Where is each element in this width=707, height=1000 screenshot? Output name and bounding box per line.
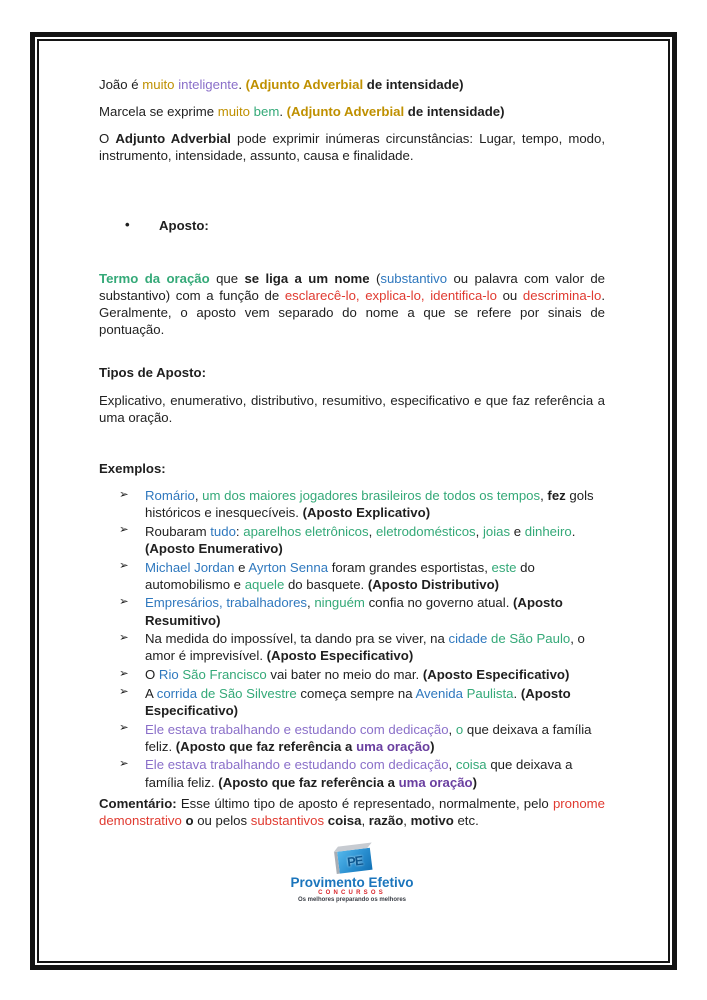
sentence-marcela: Marcela se exprime muito bem. (Adjunto Adverbial de intensidade) [99, 104, 505, 120]
heading-tipos-de-aposto: Tipos de Aposto: [99, 365, 206, 381]
arrow-bullet-icon: ➢ [119, 667, 129, 680]
arrow-bullet-icon: ➢ [119, 560, 129, 573]
logo-icon-letters: PE [346, 852, 364, 870]
example-aposto-especificativo-2: ➢ O Rio São Francisco vai bater no meio do mar. (Aposto Especificativo) [119, 667, 570, 683]
logo-brand-text: Provimento Efetivo [290, 875, 414, 890]
example-aposto-resumitivo: ➢ Empresários, trabalhadores, ninguém confia no governo atual. (Aposto Resumitivo) [119, 595, 563, 628]
arrow-bullet-icon: ➢ [119, 488, 129, 501]
example-aposto-especificativo-3: ➢ A corrida de São Silvestre começa sempre na Avenida Paulista. (Aposto Especificativo) [119, 685, 571, 718]
logo-tagline-text: Os melhores preparando os melhores [297, 897, 407, 903]
logo-subtitle-text: CONCURSOS [318, 890, 386, 896]
example-aposto-explicativo: ➢ Romário, um dos maiores jogadores brasileiros de todos os tempos, fez gols históricos e inesquecíveis. (Aposto Explicativo) [119, 488, 594, 521]
arrow-bullet-icon: ➢ [119, 595, 129, 608]
logo-pe-cube-icon [331, 843, 372, 874]
arrow-bullet-icon: ➢ [119, 686, 129, 699]
example-aposto-distributivo: ➢ Michael Jordan e Ayrton Senna foram grandes esportistas, este do automobilismo e aquele do basquete. (Aposto Distributivo) [119, 559, 535, 592]
page-border-frame [30, 32, 677, 970]
sentence-joao: João é muito inteligente. (Adjunto Adverbial de intensidade) [99, 77, 464, 92]
arrow-bullet-icon: ➢ [119, 757, 129, 770]
page-inner-frame [37, 39, 670, 963]
cube-front-face [334, 848, 372, 874]
example-aposto-oracao-2: ➢ Ele estava trabalhando e estudando com dedicação, coisa que deixava a família feliz. (Aposto que faz referência a uma oração) [119, 757, 573, 790]
heading-exemplos: Exemplos: [99, 460, 166, 476]
bullet-aposto: • Aposto: [125, 216, 209, 233]
arrow-bullet-icon: ➢ [119, 631, 129, 644]
document-content [99, 76, 605, 829]
para-tipos-lista: Explicativo, enumerativo, distributivo, resumitivo, especificativo e que faz referência a uma oração. [99, 392, 605, 425]
para-comentario: Comentário: Esse último tipo de aposto é representado, normalmente, pelo pronome demonstrativo o ou pelos substantivos coisa, razão, motivo etc. [99, 795, 605, 828]
example-aposto-oracao-1: ➢ Ele estava trabalhando e estudando com dedicação, o que deixava a família feliz. (Aposto que faz referência a uma oração) [119, 721, 592, 754]
arrow-bullet-icon: ➢ [119, 722, 129, 735]
bullet-icon: • [125, 216, 130, 232]
para-termo-da-oracao: Termo da oração que se liga a um nome (substantivo ou palavra com valor de substantivo) com a função de esclarecê-lo, explica-lo, identifica-lo ou descrimina-lo. Geralmente, o aposto vem separado do nome a que se refere por sinais de pontuação. [99, 270, 605, 338]
example-aposto-especificativo-1: ➢ Na medida do impossível, ta dando pra se viver, na cidade de São Paulo, o amor é imprevisível. (Aposto Especificativo) [119, 631, 585, 664]
example-aposto-enumerativo: ➢ Roubaram tudo: aparelhos eletrônicos, eletrodomésticos, joias e dinheiro. (Aposto Enumerativo) [119, 523, 576, 556]
footer-logo [99, 845, 605, 903]
para-adjunto-adverbial: O Adjunto Adverbial pode exprimir inúmeras circunstâncias: Lugar, tempo, modo, instrumento, intensidade, assunto, causa e finalidade. [99, 131, 605, 164]
arrow-bullet-icon: ➢ [119, 524, 129, 537]
